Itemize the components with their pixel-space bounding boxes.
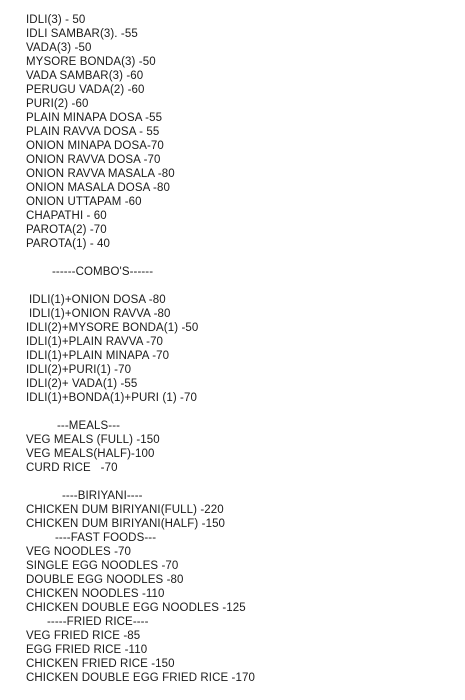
menu-line: MYSORE BONDA(3) -50	[26, 56, 156, 68]
menu-line: IDLI(3) - 50	[26, 14, 86, 26]
menu-line: VADA(3) -50	[26, 42, 92, 54]
menu-line: IDLI(1)+BONDA(1)+PURI (1) -70	[26, 392, 197, 404]
menu-line: CHICKEN DOUBLE EGG FRIED RICE -170	[26, 672, 255, 684]
menu-line: VEG MEALS (FULL) -150	[26, 434, 160, 446]
section-heading-combos: ------COMBO'S------	[52, 266, 154, 278]
menu-line: VEG FRIED RICE -85	[26, 630, 141, 642]
menu-line: CHICKEN DOUBLE EGG NOODLES -125	[26, 602, 246, 614]
menu-line: CHICKEN NOODLES -110	[26, 588, 165, 600]
menu-line: CHICKEN FRIED RICE -150	[26, 658, 175, 670]
menu-line: IDLI(1)+ONION RAVVA -80	[29, 308, 171, 320]
menu-line: IDLI(2)+MYSORE BONDA(1) -50	[26, 322, 199, 334]
menu-line: VADA SAMBAR(3) -60	[26, 70, 144, 82]
menu-line: ONION UTTAPAM -60	[26, 196, 142, 208]
menu-line: PLAIN RAVVA DOSA - 55	[26, 126, 160, 138]
menu-line: ONION MINAPA DOSA-70	[26, 140, 164, 152]
menu-line: IDLI(2)+PURI(1) -70	[26, 364, 132, 376]
section-heading-fast-foods: ----FAST FOODS---	[55, 532, 157, 544]
menu-line: IDLI SAMBAR(3). -55	[26, 28, 138, 40]
menu-line: CHICKEN DUM BIRIYANI(FULL) -220	[26, 504, 224, 516]
menu-line: IDLI(1)+PLAIN RAVVA -70	[26, 336, 164, 348]
menu-line: VEG NOODLES -70	[26, 546, 132, 558]
menu-line: IDLI(2)+ VADA(1) -55	[26, 378, 138, 390]
menu-line: CHICKEN DUM BIRIYANI(HALF) -150	[26, 518, 226, 530]
menu-line: PLAIN MINAPA DOSA -55	[26, 112, 163, 124]
menu-line: PAROTA(1) - 40	[26, 238, 111, 250]
menu-line: ONION MASALA DOSA -80	[26, 182, 170, 194]
section-heading-meals: ---MEALS---	[57, 420, 121, 432]
menu-line: IDLI(1)+PLAIN MINAPA -70	[26, 350, 170, 362]
menu-line: EGG FRIED RICE -110	[26, 644, 148, 656]
menu-line: CHAPATHI - 60	[26, 210, 107, 222]
menu-line: IDLI(1)+ONION DOSA -80	[29, 294, 166, 306]
menu-line: ONION RAVVA MASALA -80	[26, 168, 175, 180]
menu-line: PERUGU VADA(2) -60	[26, 84, 145, 96]
menu-line: ONION RAVVA DOSA -70	[26, 154, 161, 166]
menu-line: SINGLE EGG NOODLES -70	[26, 560, 179, 572]
menu-line: PURI(2) -60	[26, 98, 89, 110]
section-heading-fried-rice: -----FRIED RICE----	[47, 616, 149, 628]
menu-line: PAROTA(2) -70	[26, 224, 107, 236]
section-heading-biriyani: ----BIRIYANI----	[62, 490, 143, 502]
menu-line: VEG MEALS(HALF)-100	[26, 448, 155, 460]
menu-line: DOUBLE EGG NOODLES -80	[26, 574, 184, 586]
menu-line: CURD RICE -70	[26, 462, 118, 474]
